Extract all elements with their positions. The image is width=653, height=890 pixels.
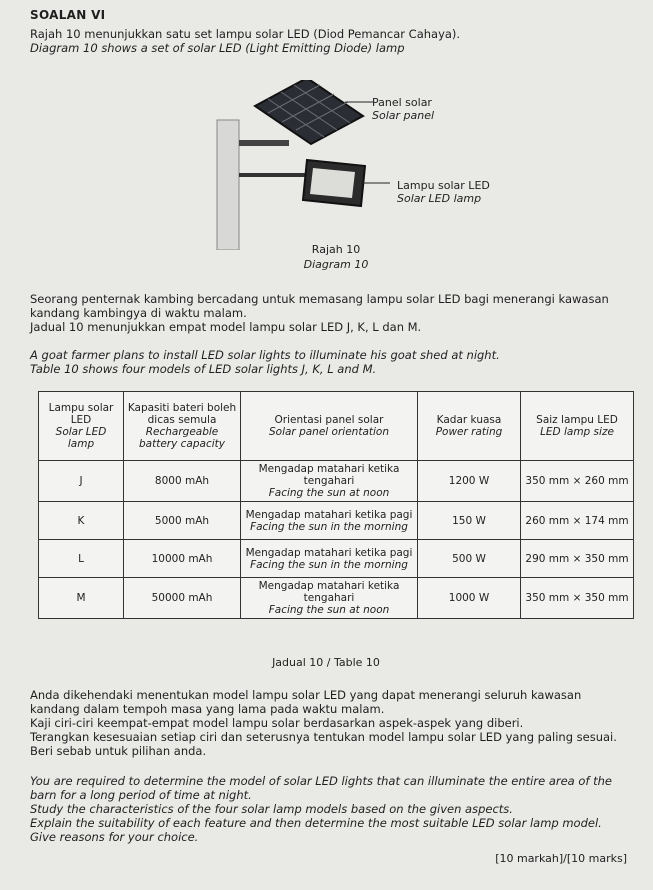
task-english-5: Give reasons for your choice. [30,830,199,844]
power-cell: 150 W [418,502,521,540]
battery-cell: 5000 mAh [124,502,241,540]
lamp-pole [217,120,239,250]
header-lamp: Lampu solar LED Solar LED lamp [39,392,124,461]
scenario-english-1: A goat farmer plans to install LED solar lights to illuminate his goat shed at night. [30,348,500,362]
task-malay-5: Beri sebab untuk pilihan anda. [30,744,207,758]
solar-lamp-diagram [195,80,495,250]
task-english-1: You are required to determine the model of solar LED lights that can illuminate the entire area of the [30,774,612,788]
table-caption: Jadual 10 / Table 10 [272,656,380,669]
diagram-caption-english: Diagram 10 [303,258,369,271]
model-cell: L [39,540,124,578]
power-cell: 500 W [418,540,521,578]
task-english-2: barn for a long period of time at night. [30,788,252,802]
table-row [39,578,634,619]
size-cell: 290 mm × 350 mm [521,540,634,578]
solar-lamp-label: Lampu solar LED Solar LED lamp [397,179,490,205]
task-english-4: Explain the suitability of each feature and then determine the most suitable LED solar lamp model. [30,816,602,830]
scenario-malay-3: Jadual 10 menunjukkan empat model lampu solar LED J, K, L dan M. [30,320,422,334]
scenario-malay-1: Seorang penternak kambing bercadang untuk memasang lampu solar LED bagi menerangi kawasan [30,292,609,306]
orientation-cell: Mengadap matahari ketika pagi Facing the sun in the morning [241,540,418,578]
task-malay-4: Terangkan kesesuaian setiap ciri dan seterusnya tentukan model lampu solar LED yang paling sesuai. [30,730,617,744]
question-heading: SOALAN VI [30,8,106,22]
header-power: Kadar kuasa Power rating [418,392,521,461]
solar-panel-label: Panel solar Solar panel [372,96,435,122]
header-orientation: Orientasi panel solar Solar panel orientation [241,392,418,461]
diagram-caption-malay: Rajah 10 [311,243,361,256]
battery-cell: 50000 mAh [124,578,241,619]
power-cell: 1200 W [418,461,521,502]
table-row [39,540,634,578]
size-cell: 350 mm × 350 mm [521,578,634,619]
header-size: Saiz lampu LED LED lamp size [521,392,634,461]
task-malay-3: Kaji ciri-ciri keempat-empat model lampu solar berdasarkan aspek-aspek yang diberi. [30,716,524,730]
scenario-malay-2: kandang kambingya di waktu malam. [30,306,247,320]
orientation-cell: Mengadap matahari ketika pagi Facing the sun in the morning [241,502,418,540]
bracket [239,140,289,146]
size-cell: 350 mm × 260 mm [521,461,634,502]
model-cell: K [39,502,124,540]
header-battery: Kapasiti bateri boleh dicas semula Rechargeable battery capacity [124,392,241,461]
table-row [39,461,634,502]
battery-cell: 10000 mAh [124,540,241,578]
size-cell: 260 mm × 174 mm [521,502,634,540]
table-row [39,502,634,540]
lamp-models-table [38,391,634,619]
model-cell: J [39,461,124,502]
power-cell: 1000 W [418,578,521,619]
table-header-row [39,392,634,461]
led-lamp-graphic [239,160,365,206]
task-english-3: Study the characteristics of the four solar lamp models based on the given aspects. [30,802,513,816]
orientation-cell: Mengadap matahari ketika tengahari Facing the sun at noon [241,461,418,502]
marks-label: [10 markah]/[10 marks] [495,852,627,865]
task-malay-2: kandang dalam tempoh masa yang lama pada waktu malam. [30,702,385,716]
intro-malay: Rajah 10 menunjukkan satu set lampu solar LED (Diod Pemancar Cahaya). [30,27,461,41]
solar-panel-graphic [255,80,363,144]
task-malay-1: Anda dikehendaki menentukan model lampu solar LED yang dapat menerangi seluruh kawasan [30,688,582,702]
intro-english: Diagram 10 shows a set of solar LED (Light Emitting Diode) lamp [30,41,405,55]
solar-lamp-illustration [195,80,495,250]
orientation-cell: Mengadap matahari ketika tengahari Facing the sun at noon [241,578,418,619]
model-cell: M [39,578,124,619]
battery-cell: 8000 mAh [124,461,241,502]
scenario-english-2: Table 10 shows four models of LED solar lights J, K, L and M. [30,362,377,376]
